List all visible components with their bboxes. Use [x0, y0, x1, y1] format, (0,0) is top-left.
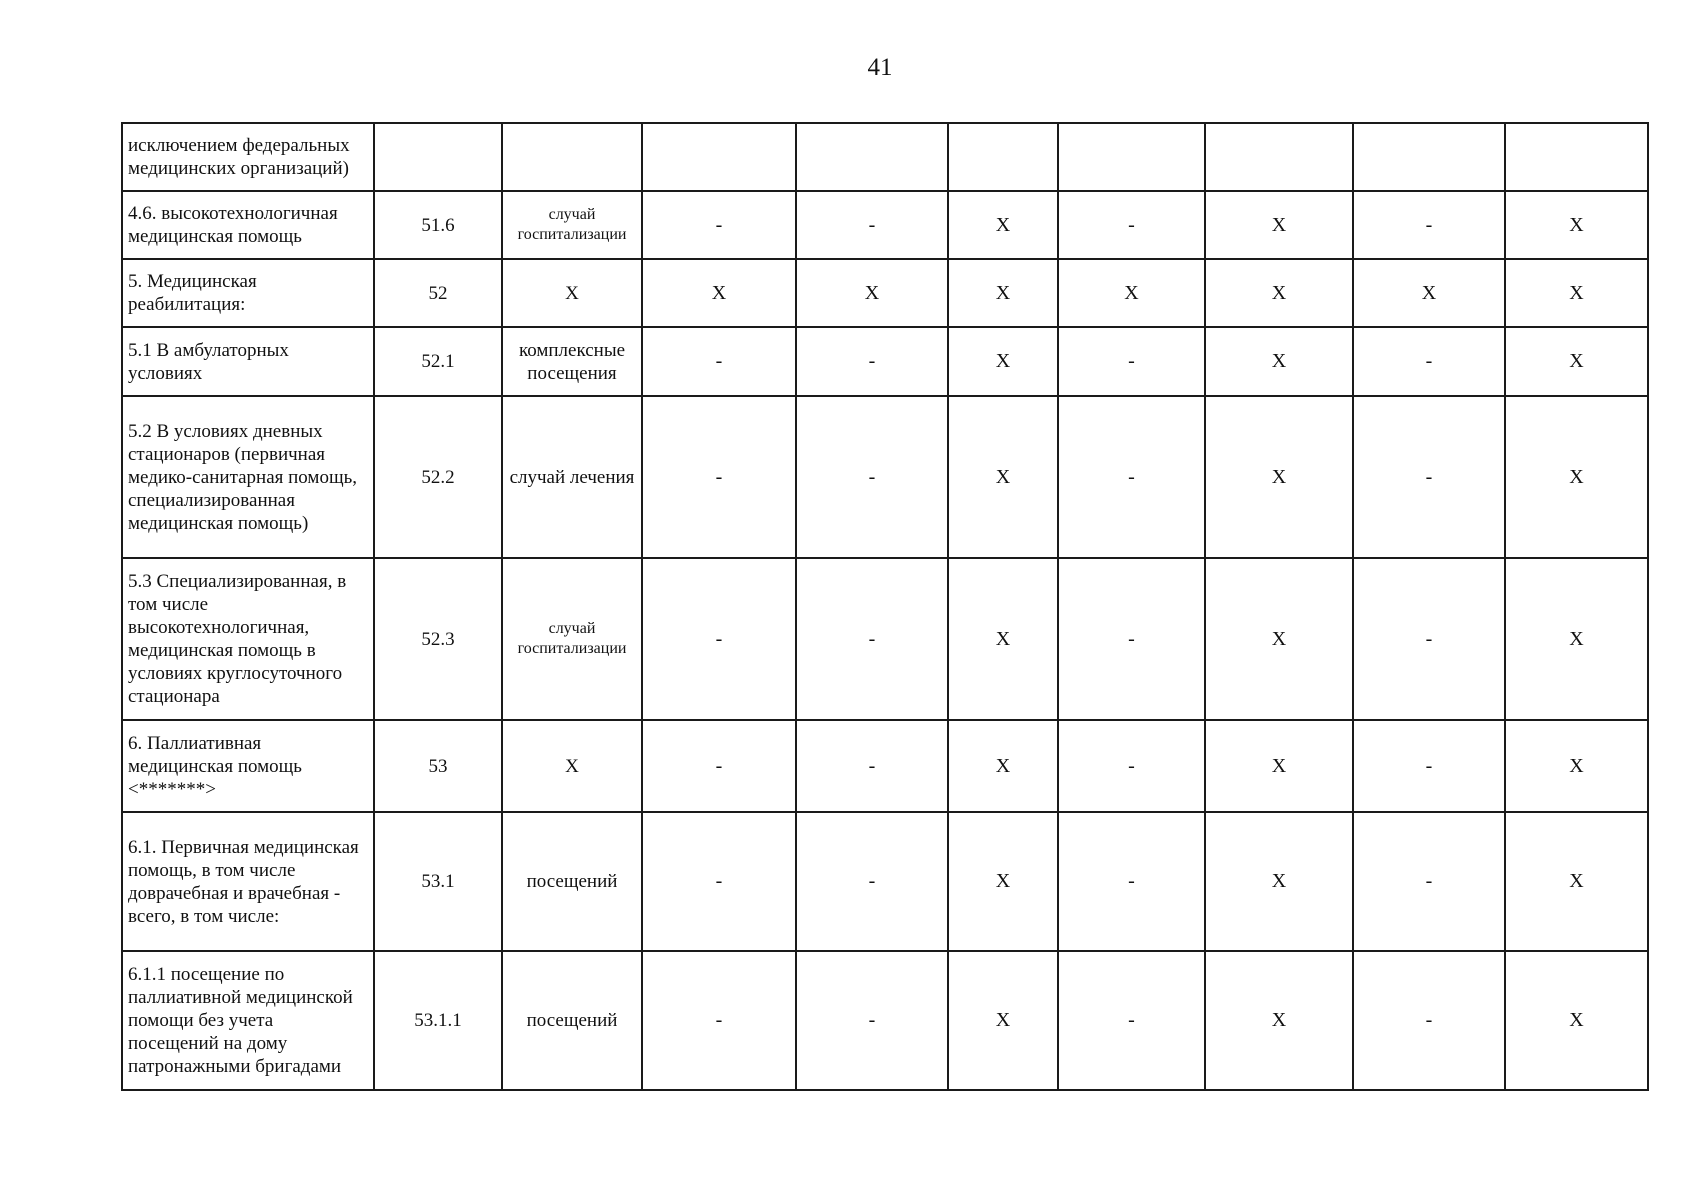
table-row [122, 327, 1648, 396]
row-value: X [1205, 191, 1353, 259]
row-value: - [796, 951, 948, 1090]
row-value: - [796, 720, 948, 812]
row-value [1058, 123, 1205, 191]
row-value: X [1205, 812, 1353, 951]
row-unit: X [502, 259, 642, 327]
row-code: 51.6 [374, 191, 502, 259]
row-value: - [1058, 951, 1205, 1090]
row-value: - [642, 327, 796, 396]
row-value: X [948, 812, 1058, 951]
row-value: X [1205, 558, 1353, 720]
row-value: - [1058, 558, 1205, 720]
row-value: - [796, 396, 948, 558]
table-row [122, 558, 1648, 720]
row-name: 4.6. высокотехнологичная медицинская помощь [122, 191, 374, 259]
row-name: исключением федеральных медицинских организаций) [122, 123, 374, 191]
row-value: - [1353, 191, 1505, 259]
row-value: - [1058, 720, 1205, 812]
row-value: X [948, 558, 1058, 720]
row-value: - [642, 191, 796, 259]
row-code [374, 123, 502, 191]
row-name: 5.1 В амбулаторных условиях [122, 327, 374, 396]
table-row [122, 259, 1648, 327]
row-name: 5. Медицинская реабилитация: [122, 259, 374, 327]
row-value [796, 123, 948, 191]
row-value: - [642, 396, 796, 558]
row-value: X [1205, 951, 1353, 1090]
row-value: X [948, 720, 1058, 812]
row-value [1505, 123, 1648, 191]
row-name: 6.1.1 посещение по паллиативной медицинской помощи без учета посещений на дому патронажными бригадами [122, 951, 374, 1090]
row-value: X [1505, 951, 1648, 1090]
row-name: 5.2 В условиях дневных стационаров (первичная медико-санитарная помощь, специализированная медицинская помощь) [122, 396, 374, 558]
row-value: - [796, 558, 948, 720]
table-row [122, 123, 1648, 191]
row-value: X [1505, 191, 1648, 259]
row-value: - [796, 191, 948, 259]
row-value: X [948, 951, 1058, 1090]
row-value: - [1353, 812, 1505, 951]
row-code: 52.2 [374, 396, 502, 558]
row-value [1205, 123, 1353, 191]
row-value: X [1505, 259, 1648, 327]
row-value: X [642, 259, 796, 327]
row-value: - [796, 812, 948, 951]
row-value: - [1353, 720, 1505, 812]
row-value: X [1505, 720, 1648, 812]
table-row [122, 396, 1648, 558]
row-code: 53.1.1 [374, 951, 502, 1090]
row-value: X [1505, 812, 1648, 951]
row-name: 5.3 Специализированная, в том числе высокотехнологичная, медицинская помощь в условиях круглосуточного стационара [122, 558, 374, 720]
row-value: - [1058, 191, 1205, 259]
row-value: X [1205, 259, 1353, 327]
row-value: X [1205, 720, 1353, 812]
row-value: - [642, 812, 796, 951]
row-value: - [1353, 558, 1505, 720]
row-value: X [796, 259, 948, 327]
row-value: X [948, 191, 1058, 259]
row-name: 6.1. Первичная медицинская помощь, в том числе доврачебная и врачебная - всего, в том числе: [122, 812, 374, 951]
row-value: X [1505, 558, 1648, 720]
row-unit: случай лечения [502, 396, 642, 558]
row-value: X [1353, 259, 1505, 327]
row-value: - [1353, 396, 1505, 558]
row-value: - [642, 558, 796, 720]
row-value: - [1058, 327, 1205, 396]
table-row [122, 951, 1648, 1090]
row-value: - [642, 951, 796, 1090]
row-value: X [948, 396, 1058, 558]
row-value [1353, 123, 1505, 191]
row-name: 6. Паллиативная медицинская помощь <*******> [122, 720, 374, 812]
row-value: - [1353, 951, 1505, 1090]
row-value: - [1058, 812, 1205, 951]
row-value [642, 123, 796, 191]
row-value: X [1058, 259, 1205, 327]
row-value: - [642, 720, 796, 812]
row-value: X [1205, 396, 1353, 558]
row-value: X [948, 327, 1058, 396]
row-value: X [1505, 396, 1648, 558]
table-row [122, 191, 1648, 259]
row-unit: случай госпитализации [502, 191, 642, 259]
row-value: X [1205, 327, 1353, 396]
table-row [122, 812, 1648, 951]
row-unit: случай госпитализации [502, 558, 642, 720]
row-code: 53.1 [374, 812, 502, 951]
row-unit: комплексные посещения [502, 327, 642, 396]
row-unit [502, 123, 642, 191]
row-code: 52.1 [374, 327, 502, 396]
row-unit: посещений [502, 951, 642, 1090]
row-unit: посещений [502, 812, 642, 951]
row-value: X [1505, 327, 1648, 396]
page-number: 41 [867, 54, 893, 81]
row-value [948, 123, 1058, 191]
row-code: 52.3 [374, 558, 502, 720]
row-value: - [1353, 327, 1505, 396]
row-value: - [1058, 396, 1205, 558]
table-body [122, 123, 1648, 1090]
row-code: 53 [374, 720, 502, 812]
row-value: - [796, 327, 948, 396]
row-code: 52 [374, 259, 502, 327]
row-value: X [948, 259, 1058, 327]
data-table [121, 122, 1649, 1091]
table-row [122, 720, 1648, 812]
row-unit: X [502, 720, 642, 812]
